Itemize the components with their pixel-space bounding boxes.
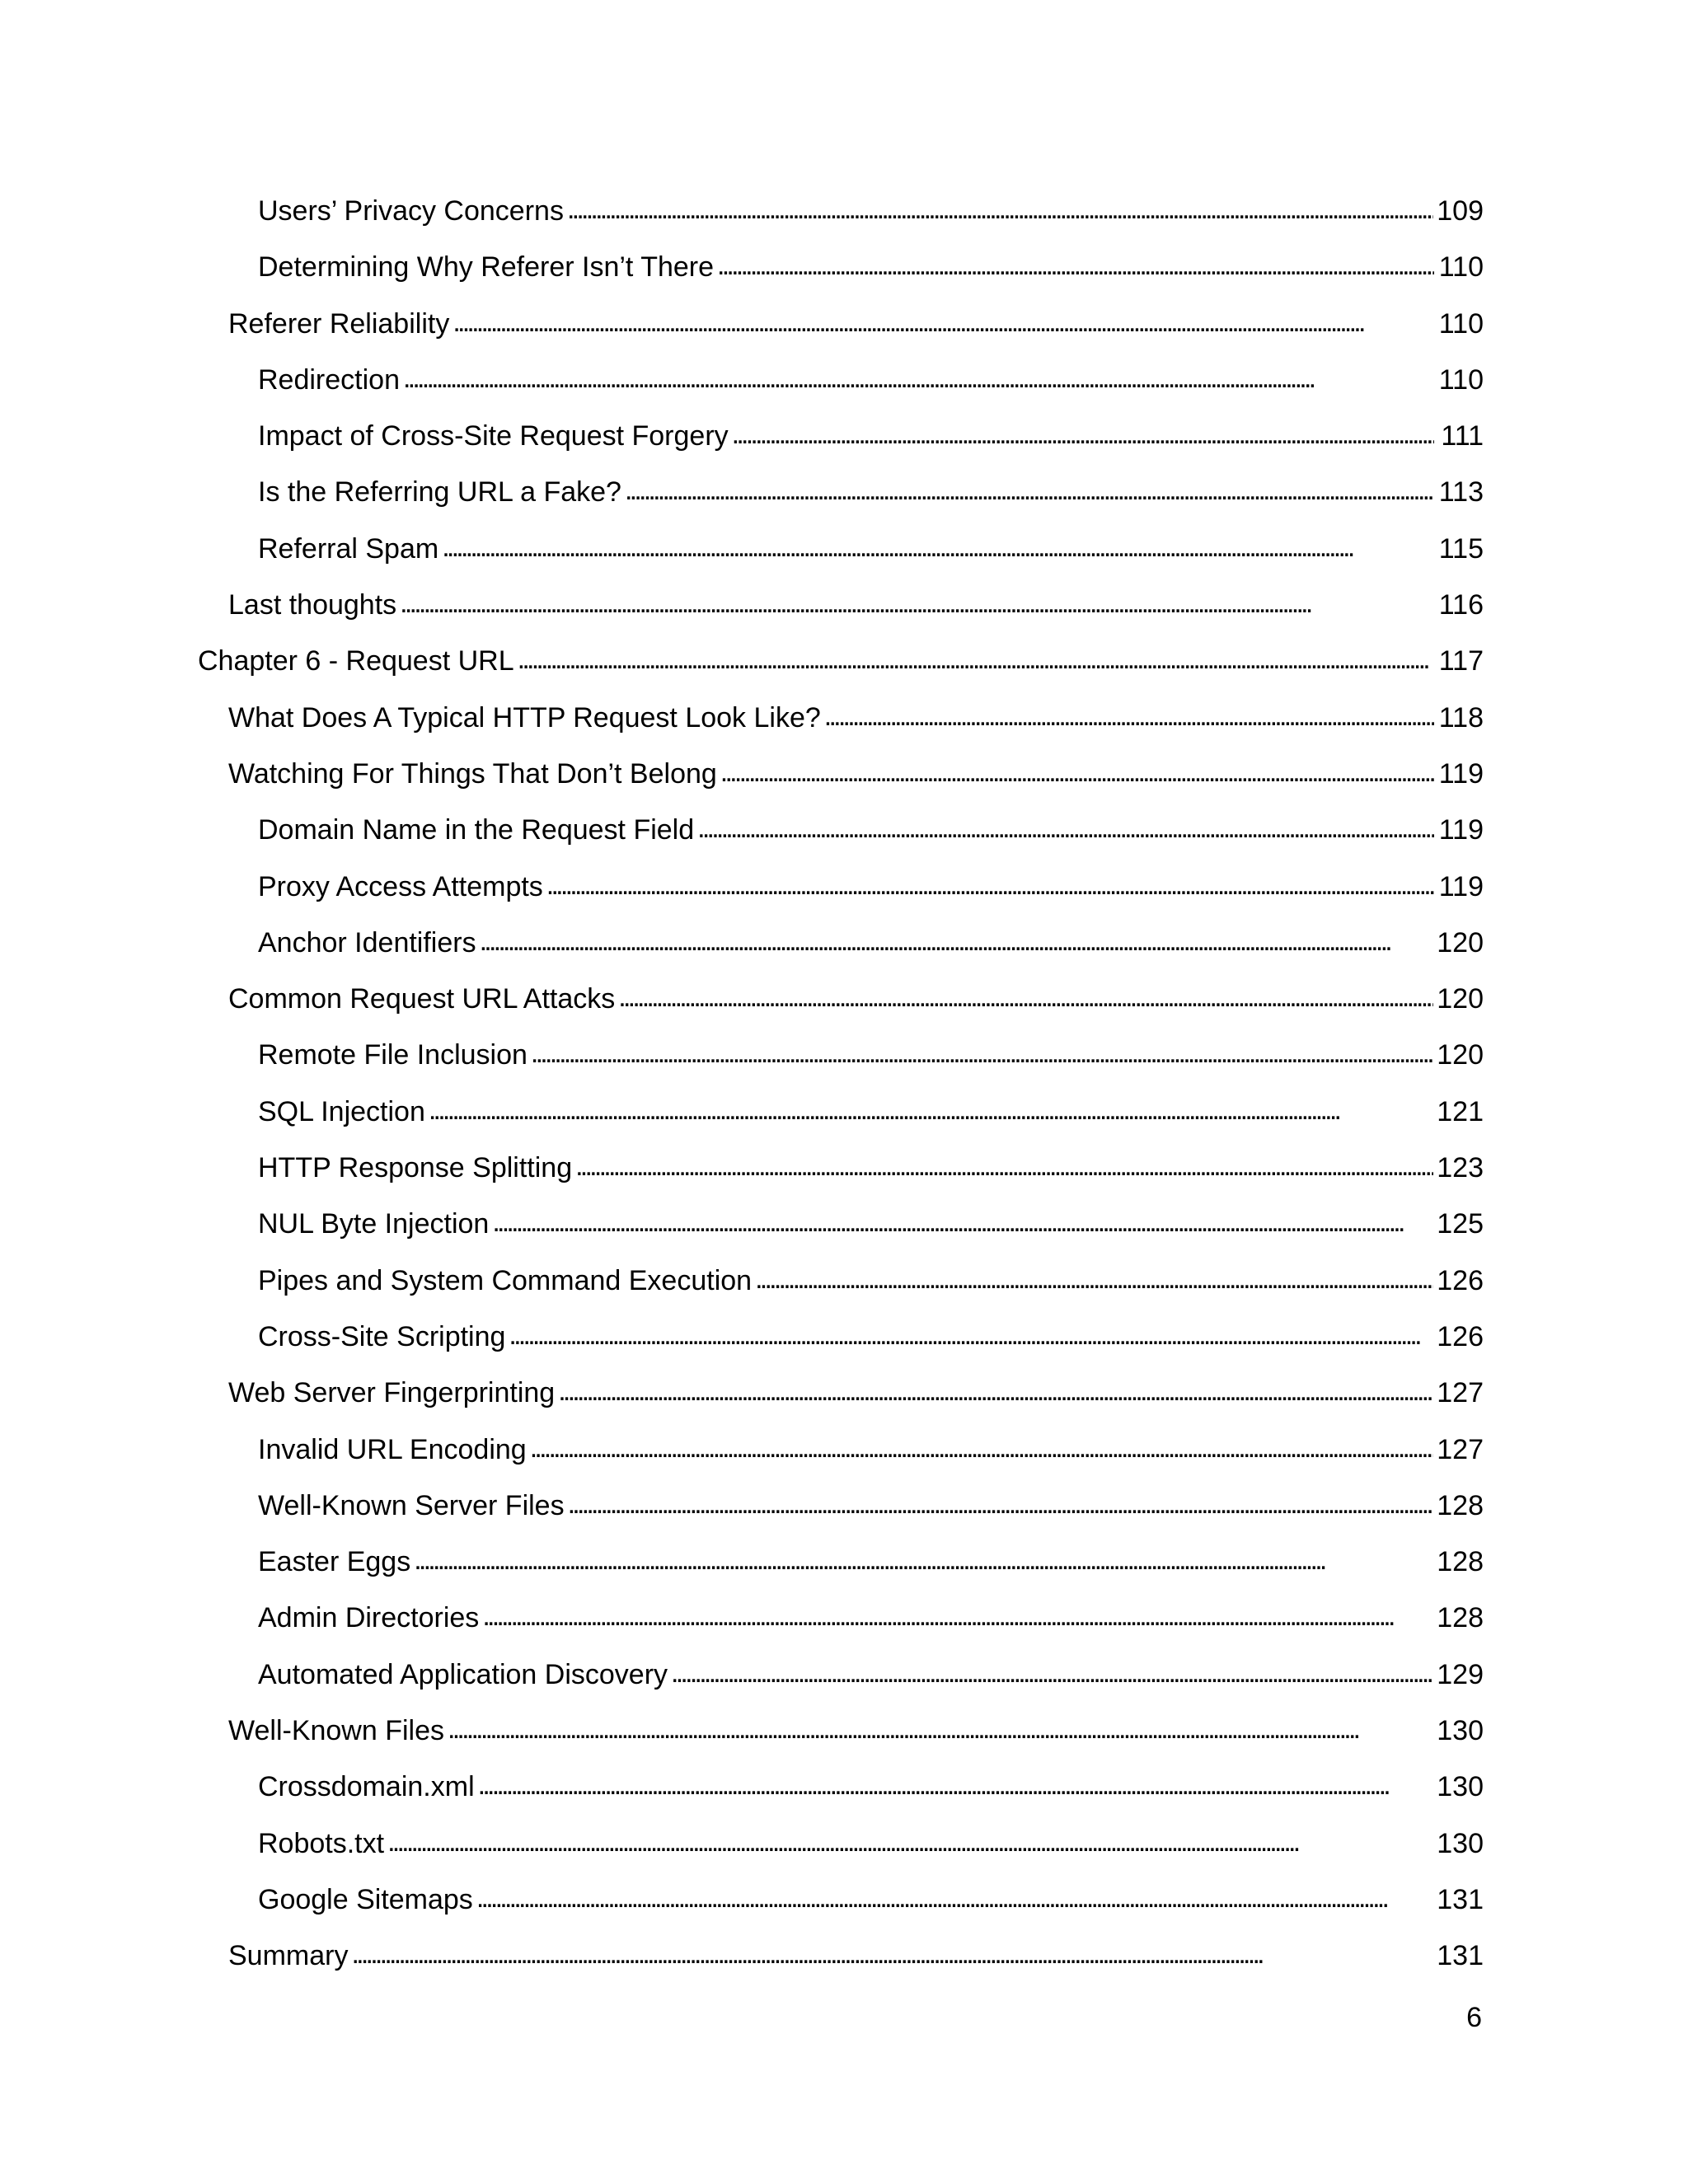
toc-entry-title: Is the Referring URL a Fake? <box>258 476 621 509</box>
toc-entry-title: Admin Directories <box>258 1602 480 1634</box>
dot-leader <box>530 1432 1434 1465</box>
toc-entry-title: Web Server Fingerprinting <box>228 1377 556 1409</box>
toc-entry-page: 110 <box>1438 307 1484 340</box>
toc-entry-page: 130 <box>1437 1715 1484 1747</box>
toc-entry-title: Well-Known Files <box>228 1715 445 1747</box>
toc-entry-title: Determining Why Referer Isn’t There <box>258 251 715 284</box>
toc-entry-page: 130 <box>1437 1827 1484 1859</box>
toc-entry[interactable] <box>198 701 1484 757</box>
toc-entry[interactable] <box>198 1714 1484 1770</box>
toc-entry[interactable] <box>198 870 1484 926</box>
toc-entry-page: 113 <box>1438 476 1484 509</box>
dot-leader <box>697 812 1434 845</box>
toc-entry[interactable] <box>198 476 1484 532</box>
toc-entry[interactable] <box>198 644 1484 701</box>
toc-entry-title: Remote File Inclusion <box>258 1039 528 1071</box>
toc-entry[interactable] <box>198 1827 1484 1883</box>
dot-leader <box>717 249 1434 282</box>
toc-entry-page: 116 <box>1438 589 1484 621</box>
dot-leader <box>625 474 1434 507</box>
dot-leader <box>567 193 1433 226</box>
dot-leader <box>448 1713 1433 1746</box>
dot-leader <box>575 1150 1433 1183</box>
toc-entry-title: Google Sitemaps <box>258 1883 473 1915</box>
toc-entry-title: Users’ Privacy Concerns <box>258 195 564 227</box>
dot-leader <box>618 981 1433 1014</box>
dot-leader <box>518 643 1434 676</box>
toc-entry-page: 119 <box>1438 814 1484 846</box>
dot-leader <box>478 1769 1434 1802</box>
toc-entry-page: 127 <box>1437 1433 1484 1465</box>
toc-entry-page: 131 <box>1437 1883 1484 1915</box>
toc-entry[interactable] <box>198 307 1484 363</box>
toc-entry-title: Watching For Things That Don’t Belong <box>228 757 717 790</box>
toc-entry[interactable] <box>198 1320 1484 1376</box>
toc-entry-title: Referral Spam <box>258 532 439 565</box>
dot-leader <box>429 1094 1433 1127</box>
toc-entry[interactable] <box>198 757 1484 813</box>
toc-entry-page: 130 <box>1437 1771 1484 1803</box>
toc-entry-title: Redirection <box>258 363 400 396</box>
toc-entry-title: Well-Known Server Files <box>258 1489 565 1521</box>
toc-entry-title: Domain Name in the Request Field <box>258 814 695 846</box>
toc-entry[interactable] <box>198 1433 1484 1489</box>
toc-entry-title: Robots.txt <box>258 1827 385 1859</box>
toc-entry[interactable] <box>198 982 1484 1038</box>
dot-leader <box>400 587 1434 620</box>
toc-entry-page: 128 <box>1437 1602 1484 1634</box>
toc-entry[interactable] <box>198 1658 1484 1714</box>
table-of-contents <box>198 194 1484 1996</box>
toc-entry-page: 120 <box>1437 983 1484 1015</box>
dot-leader <box>531 1037 1433 1070</box>
toc-entry-title: Pipes and System Command Execution <box>258 1264 753 1296</box>
dot-leader <box>546 869 1434 902</box>
toc-entry-title: Proxy Access Attempts <box>258 870 543 902</box>
toc-entry[interactable] <box>198 251 1484 307</box>
toc-entry-page: 119 <box>1438 870 1484 902</box>
toc-entry-page: 125 <box>1437 1208 1484 1240</box>
dot-leader <box>387 1825 1433 1858</box>
dot-leader <box>351 1938 1433 1971</box>
dot-leader <box>492 1206 1433 1239</box>
dot-leader <box>824 700 1434 733</box>
toc-entry-title: Invalid URL Encoding <box>258 1433 527 1465</box>
toc-entry-page: 128 <box>1437 1489 1484 1521</box>
toc-entry[interactable] <box>198 588 1484 644</box>
toc-entry-title: Referer Reliability <box>228 307 450 340</box>
toc-entry-page: 110 <box>1438 251 1484 284</box>
toc-entry-page: 118 <box>1438 701 1484 733</box>
dot-leader <box>442 531 1434 564</box>
toc-entry-page: 119 <box>1438 757 1484 790</box>
dot-leader <box>509 1319 1433 1352</box>
toc-entry-page: 128 <box>1437 1546 1484 1578</box>
dot-leader <box>414 1544 1433 1577</box>
toc-entry[interactable] <box>198 1038 1484 1094</box>
dot-leader <box>558 1375 1433 1408</box>
toc-entry[interactable] <box>198 1883 1484 1939</box>
dot-leader <box>755 1263 1433 1296</box>
dot-leader <box>480 925 1434 958</box>
toc-entry[interactable] <box>198 363 1484 419</box>
toc-entry[interactable] <box>198 1151 1484 1207</box>
toc-entry[interactable] <box>198 419 1484 476</box>
toc-entry-page: 123 <box>1437 1152 1484 1184</box>
toc-entry-page: 110 <box>1438 363 1484 396</box>
toc-entry[interactable] <box>198 926 1484 982</box>
toc-entry-page: 127 <box>1437 1377 1484 1409</box>
toc-entry-page: 129 <box>1437 1658 1484 1690</box>
toc-entry-page: 120 <box>1437 1039 1484 1071</box>
toc-entry-title: What Does A Typical HTTP Request Look Like? <box>228 701 821 733</box>
toc-entry[interactable] <box>198 1545 1484 1601</box>
toc-entry[interactable] <box>198 1601 1484 1657</box>
page-number: 6 <box>1466 2002 1482 2033</box>
dot-leader <box>403 362 1434 395</box>
toc-entry[interactable] <box>198 1095 1484 1151</box>
toc-entry-title: Summary <box>228 1940 349 1972</box>
toc-entry-title: Last thoughts <box>228 589 397 621</box>
toc-entry[interactable] <box>198 1264 1484 1320</box>
dot-leader <box>671 1657 1433 1690</box>
dot-leader <box>476 1882 1433 1915</box>
toc-entry-page: 131 <box>1437 1940 1484 1972</box>
toc-entry[interactable] <box>198 1376 1484 1432</box>
toc-entry-title: HTTP Response Splitting <box>258 1152 573 1184</box>
toc-entry-page: 126 <box>1437 1264 1484 1296</box>
toc-entry[interactable] <box>198 1489 1484 1545</box>
toc-entry-page: 121 <box>1437 1095 1484 1127</box>
toc-entry-title: Common Request URL Attacks <box>228 983 616 1015</box>
toc-entry-title: Impact of Cross-Site Request Forgery <box>258 420 729 452</box>
toc-entry-title: Cross-Site Scripting <box>258 1320 506 1352</box>
toc-entry[interactable] <box>198 194 1484 251</box>
toc-entry[interactable] <box>198 1939 1484 1995</box>
toc-entry[interactable] <box>198 813 1484 869</box>
toc-entry-title: Easter Eggs <box>258 1546 411 1578</box>
dot-leader <box>452 306 1434 339</box>
toc-entry[interactable] <box>198 1207 1484 1263</box>
toc-entry-page: 109 <box>1437 195 1484 227</box>
toc-entry-page: 111 <box>1441 420 1484 452</box>
dot-leader <box>720 756 1434 789</box>
toc-entry-title: NUL Byte Injection <box>258 1208 490 1240</box>
dot-leader <box>732 418 1434 451</box>
toc-entry-title: Chapter 6 - Request URL <box>198 645 514 677</box>
toc-entry-title: Anchor Identifiers <box>258 926 476 958</box>
toc-entry-page: 126 <box>1437 1320 1484 1352</box>
toc-entry-title: Crossdomain.xml <box>258 1771 475 1803</box>
toc-entry-title: Automated Application Discovery <box>258 1658 668 1690</box>
toc-entry-title: SQL Injection <box>258 1095 425 1127</box>
toc-entry[interactable] <box>198 1770 1484 1826</box>
dot-leader <box>482 1600 1433 1633</box>
toc-entry-page: 117 <box>1438 645 1484 677</box>
dot-leader <box>568 1488 1434 1521</box>
toc-entry[interactable] <box>198 532 1484 588</box>
toc-entry-page: 120 <box>1437 926 1484 958</box>
toc-entry-page: 115 <box>1438 532 1484 565</box>
